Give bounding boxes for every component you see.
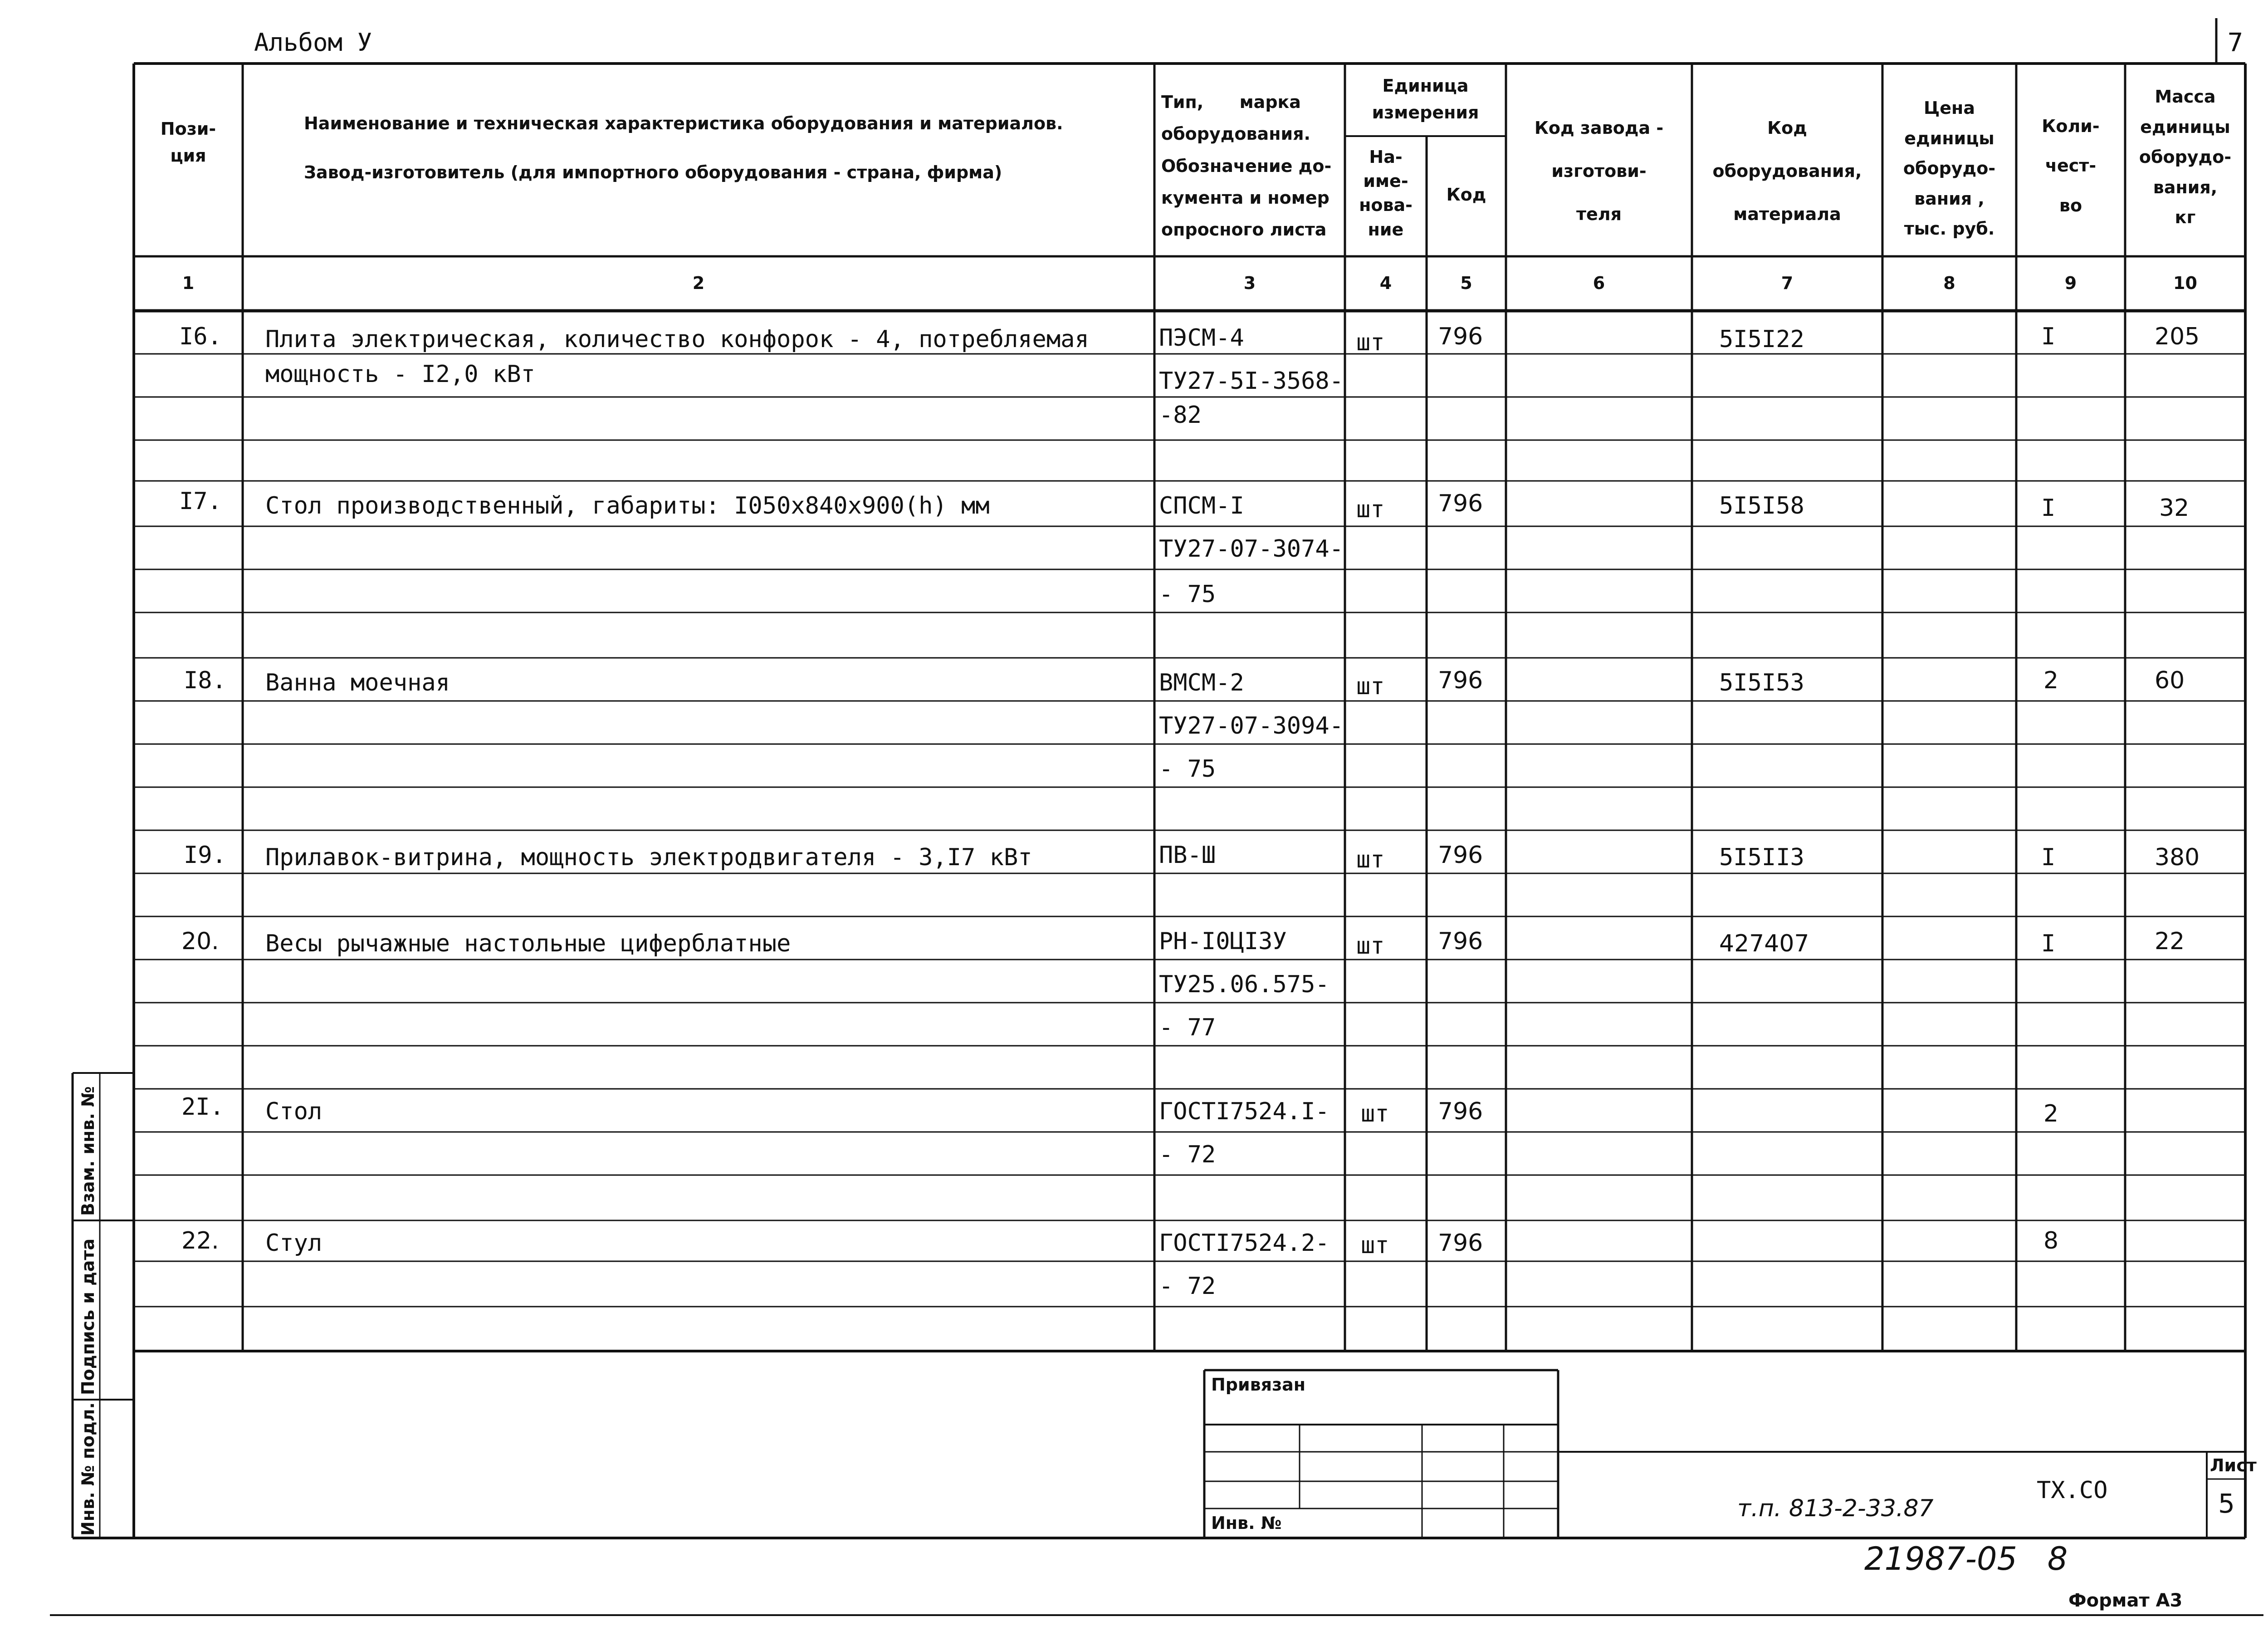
header-unit-code: Код	[1446, 185, 1486, 205]
row-name: Стул	[265, 1229, 323, 1257]
row-quantity: I	[2041, 930, 2056, 957]
col-number: 1	[182, 273, 195, 293]
row-equipment-code: 5I5I58	[1719, 492, 1804, 519]
header-name-line2: Завод-изготовитель (для импортного оборудования - страна, фирма)	[304, 162, 1002, 182]
row-unit: шт	[1356, 932, 1385, 960]
header-type: Тип, марка оборудования. Обозначение до- кумента и номер опросного листа	[1161, 92, 1332, 240]
col-number: 5	[1460, 273, 1472, 293]
row-type: - 77	[1159, 1014, 1216, 1041]
row-type: ГОСТI7524.2-	[1159, 1229, 1330, 1257]
row-quantity: 2	[2043, 667, 2059, 694]
header-mass: Масса единицы оборудо- вания, кг	[2139, 87, 2232, 227]
row-unit-code: 796	[1438, 1229, 1483, 1257]
row-unit-code: 796	[1438, 1098, 1483, 1125]
header-name-line1: Наименование и техническая характеристика оборудования и материалов.	[304, 113, 1063, 133]
col-number: 7	[1781, 273, 1794, 293]
row-position: I6.	[179, 323, 222, 350]
row-unit: шт	[1361, 1232, 1389, 1259]
col-number: 10	[2173, 273, 2197, 293]
row-type: - 72	[1159, 1273, 1216, 1300]
row-mass: 205	[2155, 323, 2200, 350]
row-quantity: 2	[2043, 1100, 2059, 1127]
row-type: - 75	[1159, 581, 1216, 608]
row-quantity: I	[2041, 323, 2056, 350]
header-equipment-code: Код оборудования, материала	[1712, 118, 1862, 224]
row-mass: 380	[2155, 844, 2200, 871]
row-type: ПВ-Ш	[1159, 842, 1216, 869]
stamp-doc-ref: т.п. 813-2-33.87	[1737, 1495, 1934, 1522]
row-unit: шт	[1356, 329, 1385, 356]
header-unit-name: На- име- нова- ние	[1359, 147, 1413, 240]
row-mass: 22	[2155, 928, 2185, 955]
header-quantity: Коли- чест- во	[2042, 116, 2100, 216]
row-mass: 32	[2159, 495, 2190, 522]
row-type: ТУ25.06.575-	[1159, 971, 1330, 998]
stamp-sheet-number: 5	[2218, 1488, 2235, 1519]
row-type: ТУ27-07-3094-	[1159, 712, 1344, 740]
side-label-vzam: Взам. инв. №	[78, 1086, 98, 1216]
row-quantity: I	[2041, 495, 2056, 522]
side-label-inv-podl: Инв. № подл.	[78, 1402, 98, 1536]
row-type: -82	[1159, 402, 1202, 429]
row-type: ТУ27-07-3074-	[1159, 535, 1344, 563]
row-unit-code: 796	[1438, 490, 1483, 517]
header-position: Пози- ция	[160, 119, 216, 166]
stamp-privyazan: Привязан	[1211, 1375, 1306, 1395]
col-number: 9	[2064, 273, 2077, 293]
stamp-format: Формат А3	[2068, 1590, 2183, 1611]
row-unit-code: 796	[1438, 842, 1483, 869]
stamp-sheet-label: Лист	[2210, 1455, 2257, 1475]
row-type: ТУ27-5I-3568-	[1159, 367, 1344, 395]
row-position: 22.	[181, 1227, 219, 1254]
row-name: Стол	[265, 1098, 323, 1125]
album-title: Альбом У	[254, 28, 372, 57]
row-type: РН-I0ЦI3У	[1159, 928, 1287, 955]
row-position: 2I.	[181, 1093, 224, 1121]
row-name: Ванна моечная	[265, 669, 450, 696]
row-quantity: 8	[2043, 1227, 2059, 1254]
row-type: ВМСМ-2	[1159, 669, 1244, 696]
col-number: 2	[692, 273, 705, 293]
col-number: 8	[1943, 273, 1955, 293]
col-number: 4	[1379, 273, 1392, 293]
row-position: I9.	[184, 842, 226, 869]
row-equipment-code: 5I5II3	[1719, 844, 1804, 871]
row-unit-code: 796	[1438, 928, 1483, 955]
side-label-podpis: Подпись и дата	[78, 1238, 98, 1395]
header-factory-code: Код завода - изготови- теля	[1534, 118, 1664, 224]
row-type: ГОСТI7524.I-	[1159, 1098, 1330, 1125]
row-equipment-code: 5I5I53	[1719, 669, 1804, 696]
stamp-bottom-number: 21987-05 8	[1864, 1540, 2068, 1577]
row-unit: шт	[1356, 673, 1385, 700]
row-type: - 75	[1159, 755, 1216, 783]
row-unit-code: 796	[1438, 667, 1483, 694]
row-name: Прилавок-витрина, мощность электродвигателя - 3,I7 кВт	[265, 844, 1032, 871]
col-number: 6	[1593, 273, 1605, 293]
row-position: I7.	[179, 488, 222, 515]
col-number: 3	[1243, 273, 1256, 293]
row-position: 20.	[181, 928, 219, 955]
row-name: Весы рычажные настольные циферблатные	[265, 930, 791, 957]
row-unit: шт	[1356, 846, 1385, 873]
row-unit-code: 796	[1438, 323, 1483, 350]
row-unit: шт	[1356, 496, 1385, 523]
row-unit: шт	[1361, 1100, 1389, 1127]
row-type: СПСМ-I	[1159, 492, 1244, 519]
row-mass: 60	[2155, 667, 2185, 694]
stamp-inv: Инв. №	[1211, 1513, 1282, 1533]
corner-number: 7	[2227, 28, 2244, 58]
header-price: Цена единицы оборудо- вания , тыс. руб.	[1903, 98, 1996, 239]
row-type: ПЭСМ-4	[1159, 324, 1244, 352]
row-name: Стол производственный, габариты: I050х840х900(h) мм	[265, 492, 990, 519]
row-equipment-code: 5I5I22	[1719, 326, 1804, 353]
stamp-code: ТХ.СО	[2037, 1477, 2108, 1504]
row-name: мощность - I2,0 кВт	[265, 361, 535, 388]
row-position: I8.	[184, 667, 226, 694]
row-type: - 72	[1159, 1141, 1216, 1168]
row-equipment-code: 427407	[1719, 930, 1809, 957]
row-quantity: I	[2041, 844, 2056, 871]
row-name: Плита электрическая, количество конфорок - 4, потребляемая	[265, 326, 1089, 353]
header-unit: Единица измерения	[1372, 76, 1479, 122]
